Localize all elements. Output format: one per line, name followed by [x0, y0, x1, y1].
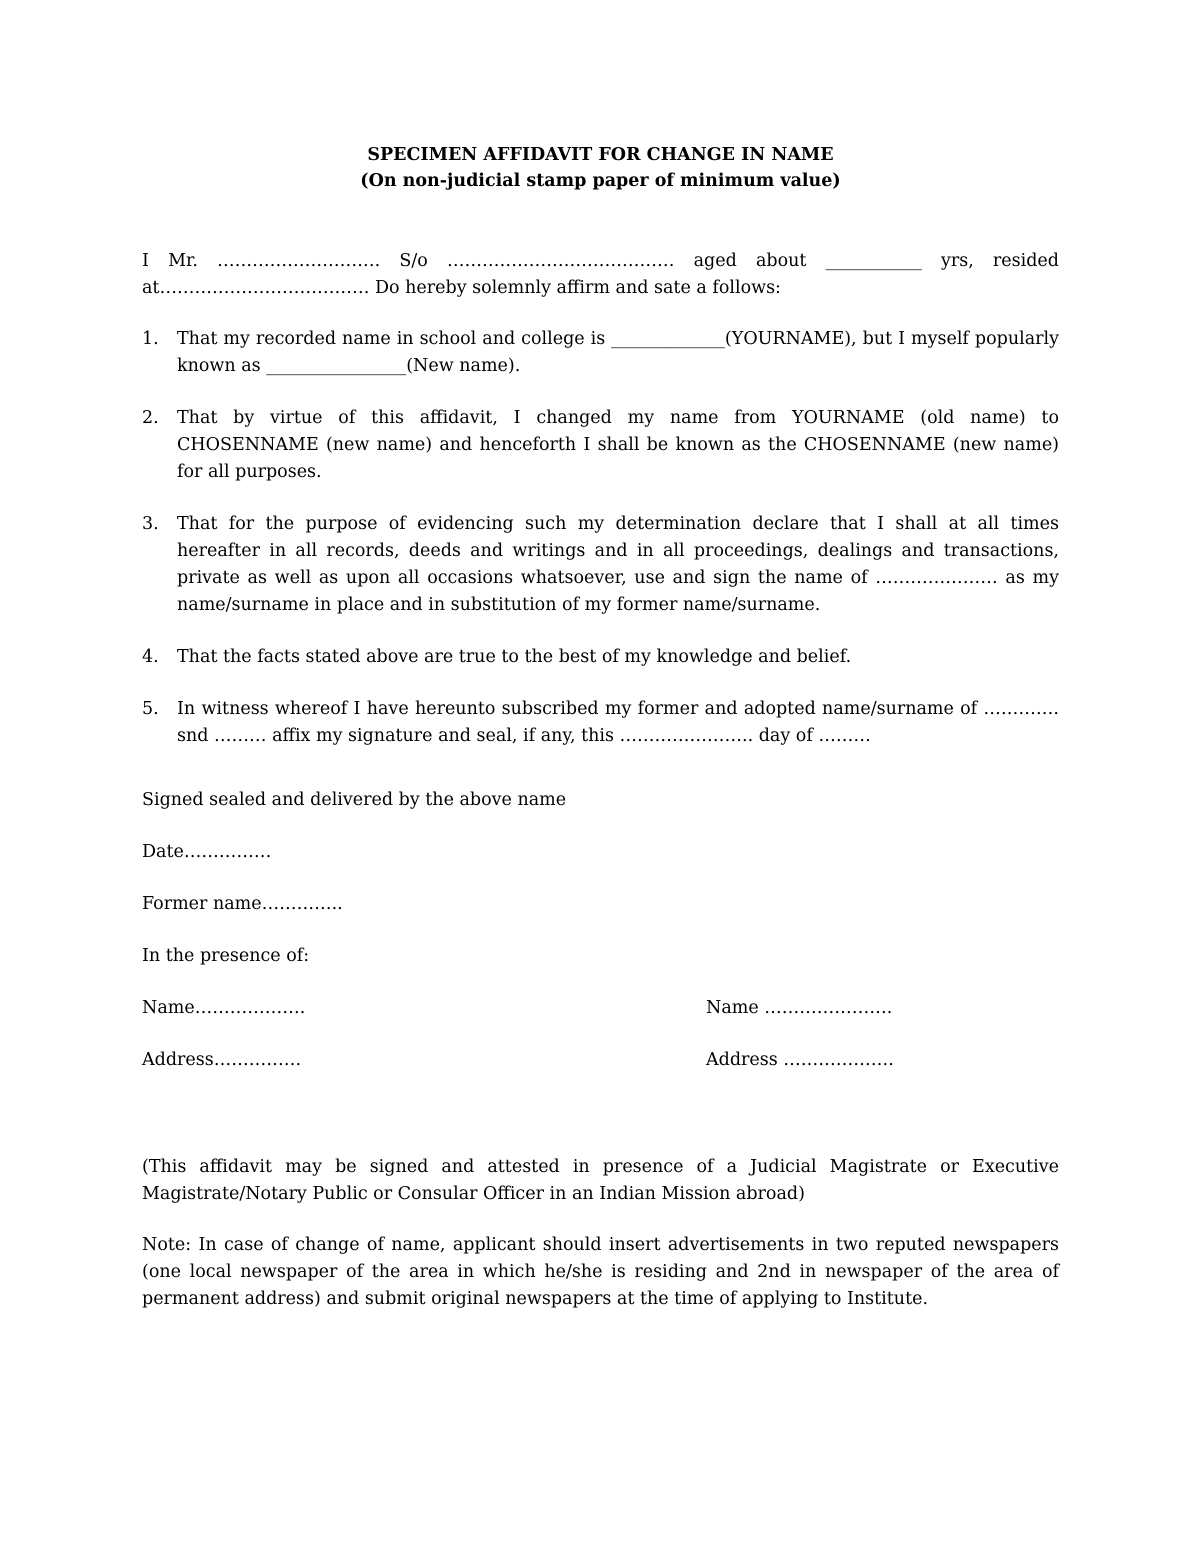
witness-name-row — [142, 995, 1059, 1022]
witness-2-name: Name …………………. — [706, 998, 893, 1018]
signature-block — [142, 787, 1059, 1074]
clause-number: 5. — [142, 699, 159, 719]
clause-item — [142, 405, 1059, 486]
affidavit-document — [142, 142, 1059, 1313]
clause-text: That the facts stated above are true to the best of my knowledge and belief. — [177, 647, 852, 667]
title-subheading: (On non-judicial stamp paper of minimum value) — [360, 171, 841, 191]
clause-number: 2. — [142, 408, 159, 428]
witness-address-row — [142, 1047, 1059, 1074]
newspaper-note: Note: In case of change of name, applicant should insert advertisements in two reputed newspapers (one local newspaper of the area in which he/she is residing and 2nd in newspaper of the area of permanent address) and submit original newspapers at the time of applying to Institute. — [142, 1235, 1059, 1309]
clause-number: 4. — [142, 647, 159, 667]
witness-1-address: Address…………… — [142, 1050, 302, 1070]
clause-list — [142, 326, 1059, 750]
presence-label: In the presence of: — [142, 946, 310, 966]
clause-text: In witness whereof I have hereunto subscribed my former and adopted name/surname of …………. snd ……… affix my signature and seal, if any, this ………………….. day of ……… — [177, 699, 1059, 746]
clause-item — [142, 511, 1059, 619]
title-heading: SPECIMEN AFFIDAVIT FOR CHANGE IN NAME — [367, 145, 834, 165]
clause-number: 1. — [142, 329, 159, 349]
clause-text: That my recorded name in school and college is _____________(YOURNAME), but I myself popularly known as ________________(New name). — [177, 329, 1059, 376]
clause-text: That by virtue of this affidavit, I changed my name from YOURNAME (old name) to CHOSENNAME (new name) and henceforth I shall be known as the CHOSENNAME (new name) for all purposes. — [177, 408, 1059, 482]
clause-item — [142, 326, 1059, 380]
clause-text: That for the purpose of evidencing such my determination declare that I shall at all times hereafter in all records, deeds and writings and in all proceedings, dealings and transactions, private as well as upon all occasions whatsoever, use and sign the name of ………………… as my name/surname in place and in substitution of my former name/surname. — [177, 514, 1059, 615]
intro-paragraph: I Mr. ………………………. S/o ………………………………… aged about ___________ yrs, resided at……………………………… Do hereby solemnly affirm and sate a follows: — [142, 251, 1059, 298]
former-name-field: Former name………….. — [142, 894, 343, 914]
witness-2-address: Address ………………. — [706, 1050, 894, 1070]
date-field: Date…………… — [142, 842, 272, 862]
attestation-footnote: (This affidavit may be signed and attested in presence of a Judicial Magistrate or Executive Magistrate/Notary Public or Consular Officer in an Indian Mission abroad) — [142, 1157, 1059, 1204]
clause-item — [142, 696, 1059, 750]
clause-item — [142, 644, 1059, 671]
clause-number: 3. — [142, 514, 159, 534]
witness-1-name: Name………………. — [142, 998, 306, 1018]
signed-statement: Signed sealed and delivered by the above name — [142, 790, 567, 810]
document-title — [142, 142, 1059, 194]
